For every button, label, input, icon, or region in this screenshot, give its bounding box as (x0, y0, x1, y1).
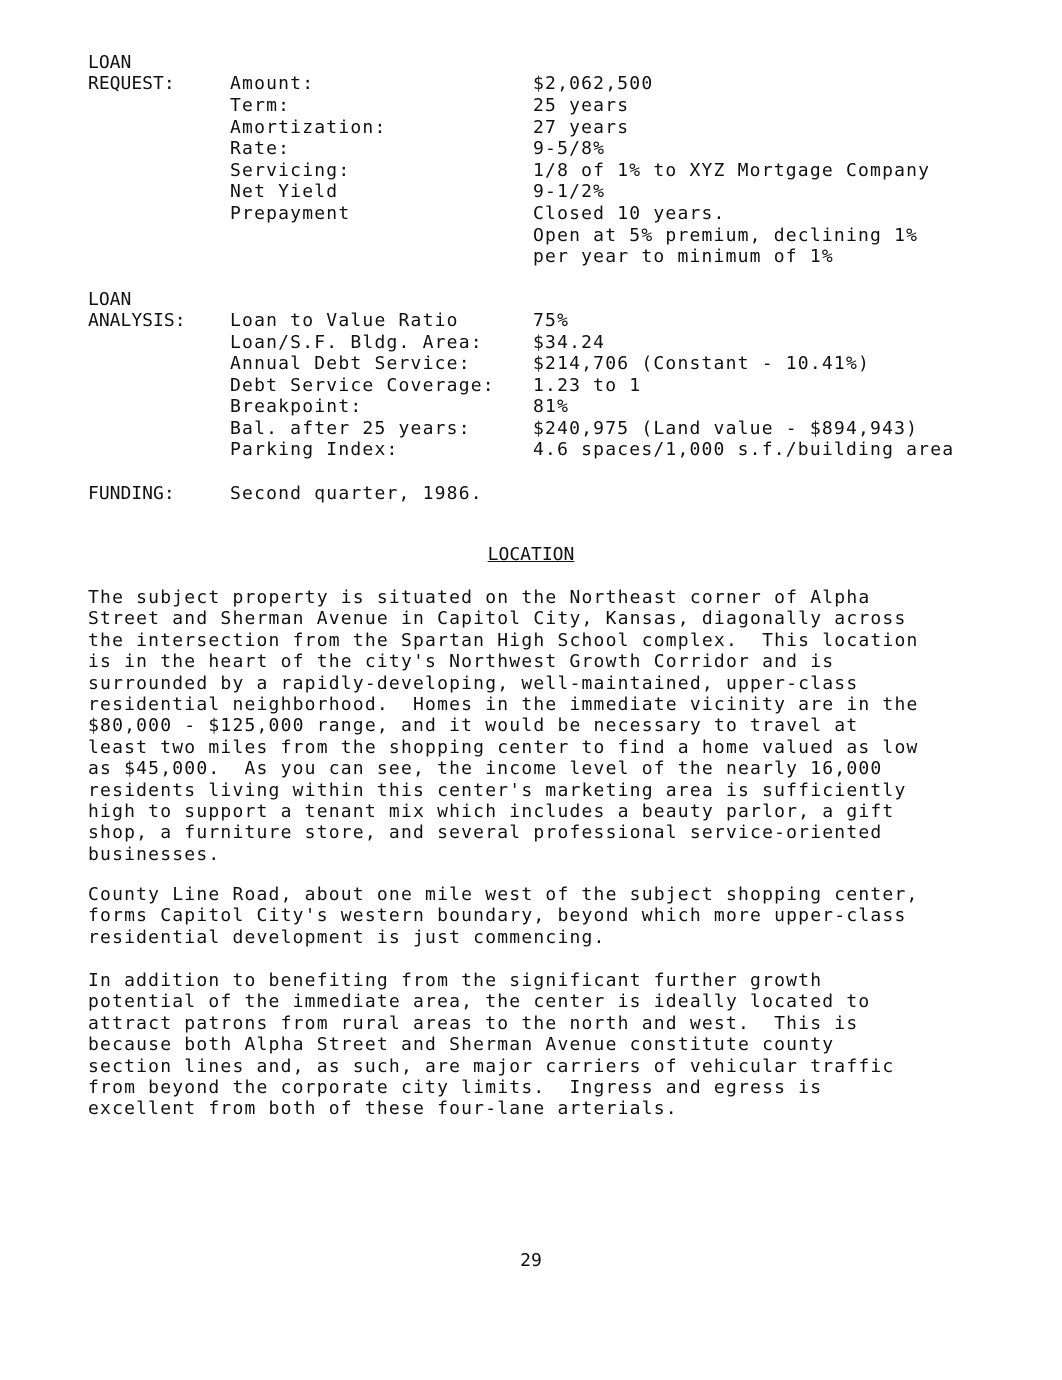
paragraph-line: high to support a tenant mix which includes a beauty parlor, a gift (88, 801, 895, 823)
location-heading: LOCATION (487, 544, 575, 565)
paragraph-line: In addition to benefiting from the significant further growth (88, 970, 823, 991)
loan-request-label-line2: REQUEST: (88, 73, 175, 94)
loan-analysis-label-line1: LOAN (88, 289, 132, 310)
net-yield-label: Net Yield (230, 181, 339, 202)
net-yield-value: 9-1/2% (533, 181, 606, 202)
amount-value: $2,062,500 (533, 73, 654, 94)
paragraph-line: potential of the immediate area, the center is ideally located to (88, 991, 871, 1013)
debt-service-coverage-value: 1.23 to 1 (533, 375, 642, 396)
paragraph-line: residents living within this center's marketing area is sufficiently (88, 779, 907, 801)
prepayment-value: Closed 10 years. (533, 203, 726, 224)
paragraph-line: residential development is just commencing. (88, 926, 606, 948)
debt-service-coverage-label: Debt Service Coverage: (230, 375, 495, 396)
annual-debt-service-value: $214,706 (Constant - 10.41%) (533, 353, 871, 374)
prepayment-value-line2: Open at 5% premium, declining 1% (533, 225, 919, 246)
paragraph-line: because both Alpha Street and Sherman Avenue constitute county (88, 1034, 835, 1056)
amortization-value: 27 years (533, 117, 630, 138)
location-paragraph-3 (88, 970, 1008, 1120)
balance-after-25-value: $240,975 (Land value - $894,943) (533, 418, 919, 439)
paragraph-line: the intersection from the Spartan High School complex. This location (88, 629, 919, 651)
funding-value: Second quarter, 1986. (230, 483, 483, 504)
paragraph-line: The subject property is situated on the Northeast corner of Alpha (88, 587, 871, 608)
prepayment-label: Prepayment (230, 203, 351, 224)
paragraph-line: section lines and, as such, are major carriers of vehicular traffic (88, 1055, 895, 1077)
paragraph-line: $80,000 - $125,000 range, and it would be necessary to travel at (88, 715, 859, 737)
balance-after-25-label: Bal. after 25 years: (230, 418, 471, 439)
servicing-label: Servicing: (230, 160, 351, 181)
paragraph-line: Street and Sherman Avenue in Capitol City, Kansas, diagonally across (88, 608, 907, 630)
paragraph-line: as $45,000. As you can see, the income level of the nearly 16,000 (88, 758, 883, 780)
page-number: 29 (520, 1250, 542, 1271)
breakpoint-label: Breakpoint: (230, 396, 363, 417)
servicing-value: 1/8 of 1% to XYZ Mortgage Company (533, 160, 931, 181)
location-paragraph-2 (88, 884, 1008, 948)
paragraph-line: surrounded by a rapidly-developing, well-maintained, upper-class (88, 672, 859, 694)
term-label: Term: (230, 95, 291, 116)
paragraph-line: forms Capitol City's western boundary, beyond which more upper-class (88, 905, 907, 927)
funding-label: FUNDING: (88, 483, 175, 504)
paragraph-line: residential neighborhood. Homes in the immediate vicinity are in the (88, 694, 919, 716)
breakpoint-value: 81% (533, 396, 570, 417)
loan-to-value-label: Loan to Value Ratio (230, 310, 459, 331)
location-paragraph-1 (88, 587, 1008, 865)
rate-label: Rate: (230, 138, 291, 159)
amount-label: Amount: (230, 73, 315, 94)
term-value: 25 years (533, 95, 630, 116)
loan-request-label-line1: LOAN (88, 52, 132, 73)
loan-to-value-value: 75% (533, 310, 570, 331)
loan-analysis-label-line2: ANALYSIS: (88, 310, 186, 331)
loan-per-sf-label: Loan/S.F. Bldg. Area: (230, 332, 483, 353)
amortization-label: Amortization: (230, 117, 387, 138)
paragraph-line: shop, a furniture store, and several professional service-oriented (88, 822, 883, 844)
rate-value: 9-5/8% (533, 138, 606, 159)
paragraph-line: County Line Road, about one mile west of the subject shopping center, (88, 884, 919, 905)
annual-debt-service-label: Annual Debt Service: (230, 353, 471, 374)
parking-index-value: 4.6 spaces/1,000 s.f./building area (533, 439, 955, 460)
paragraph-line: attract patrons from rural areas to the north and west. This is (88, 1012, 859, 1034)
paragraph-line: from beyond the corporate city limits. Ingress and egress is (88, 1077, 823, 1099)
paragraph-line: is in the heart of the city's Northwest Growth Corridor and is (88, 651, 835, 673)
loan-per-sf-value: $34.24 (533, 332, 606, 353)
paragraph-line: excellent from both of these four-lane arterials. (88, 1098, 678, 1120)
paragraph-line: businesses. (88, 843, 221, 865)
paragraph-line: least two miles from the shopping center to find a home valued as low (88, 736, 919, 758)
parking-index-label: Parking Index: (230, 439, 399, 460)
prepayment-value-line3: per year to minimum of 1% (533, 246, 834, 267)
